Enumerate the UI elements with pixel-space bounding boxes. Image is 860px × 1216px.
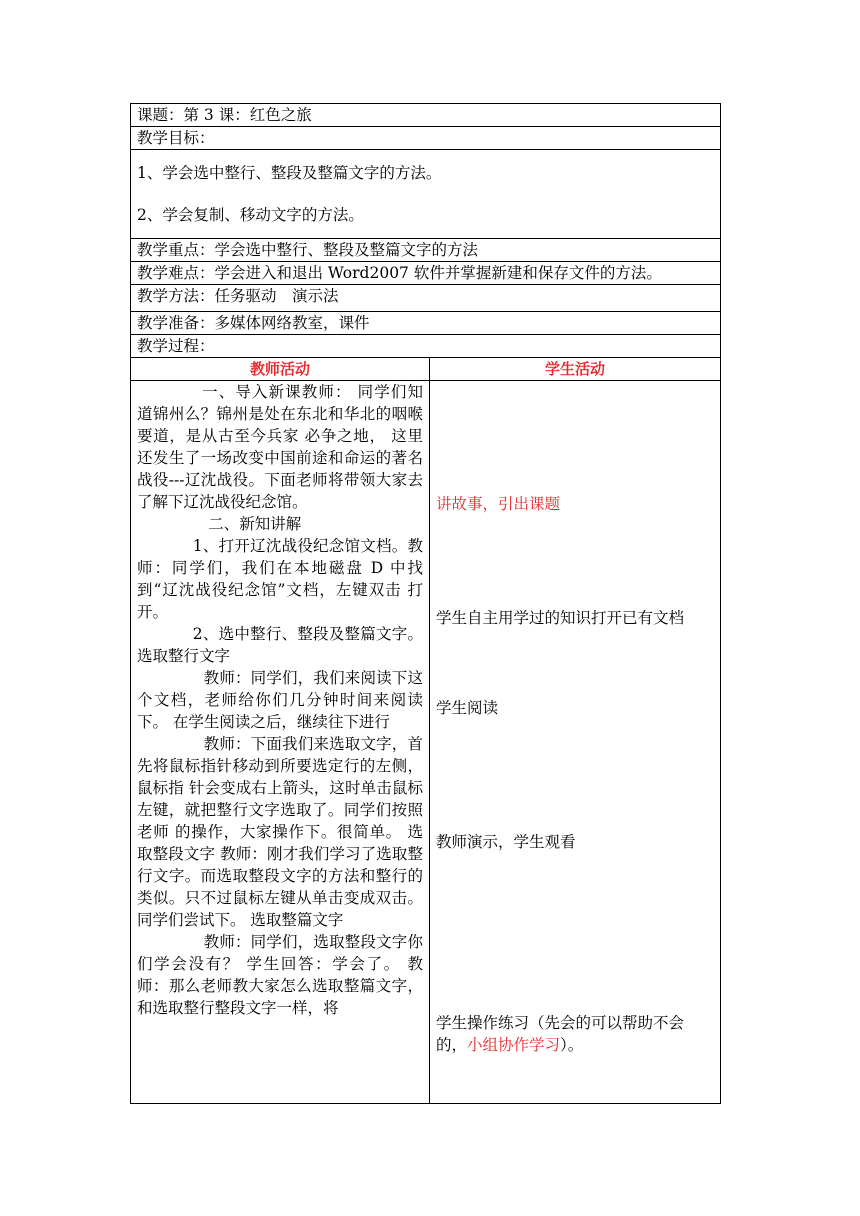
teacher-paragraph: 教师：同学们，我们来阅读下这个文档，老师给你们几分钟时间来阅读下。 在学生阅读之后，继续往下进行 <box>137 669 423 731</box>
objectives-label: 教学目标： <box>131 127 721 150</box>
teacher-activity-cell <box>131 381 430 1104</box>
difficulties: 教学难点：学会进入和退出 Word2007 软件并掌握新建和保存文件的方法。 <box>131 262 721 285</box>
teacher-paragraph: 教师：下面我们来选取文字，首先将鼠标指针移动到所要选定行的左侧，鼠标指 针会变成右上箭头，这时单击鼠标左键，就把整行文字选取了。同学们按照老师 的操作，大家操作下。很简单。 选取整段文字 教师：刚才我们学习了选取整行文字。而选取整段文字的方法和整行的类似。只不过鼠标左键从单击变成双击。同学们尝试下。 选取整篇文字 <box>137 735 423 929</box>
preparation: 教学准备：多媒体网络教室，课件 <box>131 312 721 335</box>
student-note: 学生操作练习（先会的可以帮助不会的， <box>436 1014 685 1054</box>
student-activity-cell <box>430 381 721 1104</box>
key-points: 教学重点：学会选中整行、整段及整篇文字的方法 <box>131 239 721 262</box>
lesson-plan-table <box>130 103 721 1104</box>
student-activity-header: 学生活动 <box>430 358 721 381</box>
teacher-paragraph: 1、打开辽沈战役纪念馆文档。教师：同学们，我们在本地磁盘 D 中找到“辽沈战役纪念馆”文档，左键双击 打开。 <box>137 537 423 621</box>
student-note: 学生阅读 <box>436 699 499 717</box>
student-note-highlight: 小组协作学习 <box>467 1036 561 1054</box>
teacher-activity-header: 教师活动 <box>131 358 430 381</box>
lesson-title: 课题：第 3 课：红色之旅 <box>131 104 721 127</box>
student-note: 学生自主用学过的知识打开已有文档 <box>436 609 685 627</box>
teacher-paragraph: 教师：同学们，选取整段文字你们学会没有？ 学生回答：学会了。 教师：那么老师教大家怎么选取整篇文字，和选取整行整段文字一样，将 <box>137 933 423 1017</box>
student-note: 教师演示，学生观看 <box>436 833 576 851</box>
student-note-group <box>436 1012 714 1056</box>
teacher-paragraph: 2、选中整行、整段及整篇文字。 选取整行文字 <box>137 625 423 665</box>
objective-1: 1、学会选中整行、整段及整篇文字的方法。 <box>137 164 442 182</box>
process-label: 教学过程： <box>131 335 721 358</box>
methods: 教学方法：任务驱动 演示法 <box>131 285 721 312</box>
teacher-paragraph: 二、新知讲解 <box>208 515 302 533</box>
student-note: ）。 <box>560 1036 584 1054</box>
objective-2: 2、学会复制、移动文字的方法。 <box>137 206 364 224</box>
objectives-cell <box>131 150 721 239</box>
student-note: 讲故事，引出课题 <box>436 495 561 513</box>
lesson-plan <box>130 103 720 1104</box>
teacher-paragraph: 一、导入新课教师： 同学们知道锦州么？锦州是处在东北和华北的咽喉要道，是从古至今兵家 必争之地， 这里还发生了一场改变中国前途和命运的著名战役---辽沈战役。下面老师将带领大家去了解下辽沈战役纪念馆。 <box>137 383 423 511</box>
